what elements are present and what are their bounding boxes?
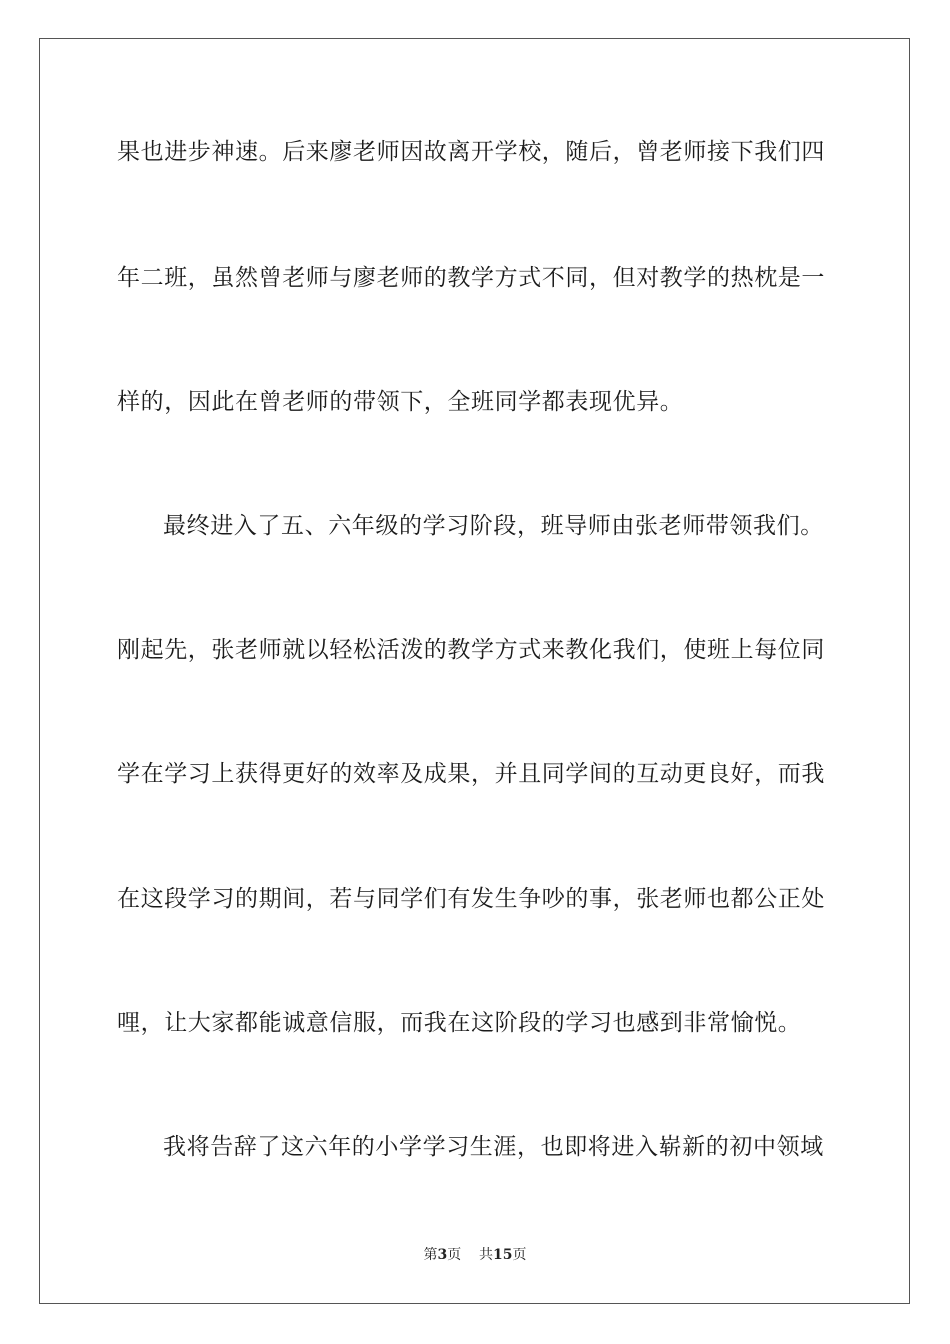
total-pages: 15 <box>493 1247 513 1263</box>
total-suffix: 页 <box>512 1247 527 1263</box>
paragraph-start-line-9: 我将告辞了这六年的小学学习生涯，也即将进入崭新的初中领域 <box>163 1134 824 1160</box>
text-line-2: 年二班，虽然曾老师与廖老师的教学方式不同，但对教学的热枕是一 <box>117 265 825 291</box>
page-prefix: 第 <box>423 1247 438 1263</box>
paragraph-start-line-4: 最终进入了五、六年级的学习阶段，班导师由张老师带领我们。 <box>163 513 824 539</box>
text-line-1: 果也进步神速。后来廖老师因故离开学校，随后，曾老师接下我们四 <box>117 139 825 165</box>
text-line-7: 在这段学习的期间，若与同学们有发生争吵的事，张老师也都公正处 <box>117 886 825 912</box>
text-line-8: 哩，让大家都能诚意信服，而我在这阶段的学习也感到非常愉悦。 <box>117 1010 802 1036</box>
page-number: 3 <box>437 1247 448 1263</box>
page-suffix: 页 <box>447 1247 462 1263</box>
page-footer <box>0 1245 950 1265</box>
total-prefix: 共 <box>479 1247 494 1263</box>
text-line-6: 学在学习上获得更好的效率及成果，并且同学间的互动更良好，而我 <box>117 761 825 787</box>
text-line-3: 样的，因此在曾老师的带领下，全班同学都表现优异。 <box>117 389 684 415</box>
text-line-5: 刚起先，张老师就以轻松活泼的教学方式来教化我们，使班上每位同 <box>117 637 825 663</box>
page-border <box>39 38 910 1304</box>
